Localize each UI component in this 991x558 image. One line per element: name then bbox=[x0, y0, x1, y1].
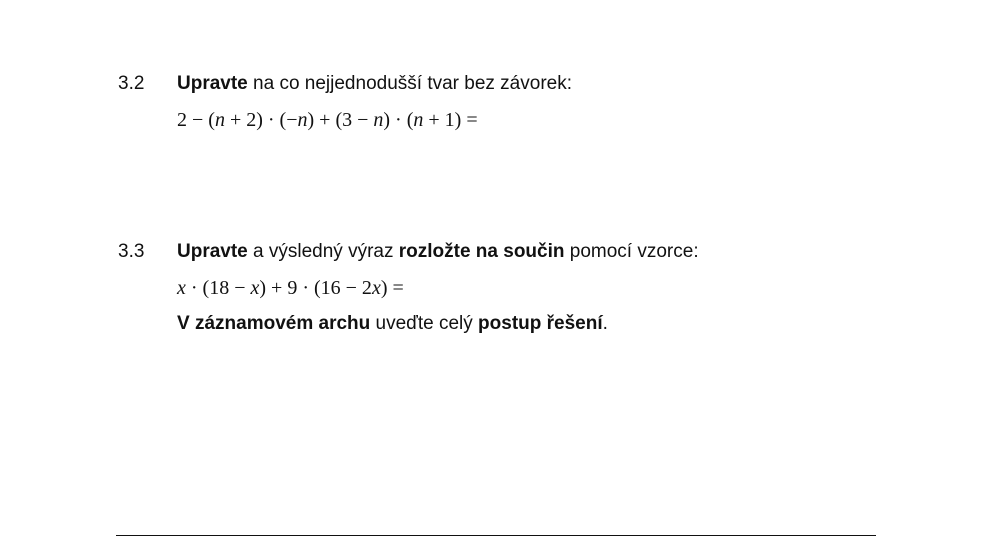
problem-number: 3.3 bbox=[118, 241, 145, 262]
expr-variable: n bbox=[373, 109, 384, 131]
instruction-text: na co nejjednodušší tvar bez závorek: bbox=[247, 73, 572, 94]
expr-variable: x bbox=[177, 277, 186, 299]
note-text: uveďte celý bbox=[370, 313, 479, 334]
instruction-bold: Upravte bbox=[177, 73, 248, 94]
expr-part: · (18 − bbox=[185, 277, 251, 299]
expr-part: ) + (3 − bbox=[307, 109, 374, 131]
note-bold: V záznamovém archu bbox=[177, 313, 371, 334]
math-expression bbox=[177, 108, 478, 132]
instruction-bold: Upravte bbox=[177, 241, 248, 262]
bottom-divider bbox=[116, 535, 876, 536]
expr-variable: n bbox=[413, 109, 424, 131]
math-expression bbox=[177, 276, 404, 300]
instruction-bold: rozložte na součin bbox=[398, 241, 565, 262]
problem-note bbox=[177, 312, 608, 336]
expr-variable: x bbox=[371, 277, 381, 299]
problem-instruction bbox=[177, 240, 699, 264]
problem-number: 3.2 bbox=[118, 73, 145, 94]
note-text: . bbox=[602, 313, 608, 334]
expr-part: ) + 9 · (16 − 2 bbox=[259, 277, 372, 299]
expr-part: 2 − ( bbox=[177, 109, 215, 131]
expr-part: ) · ( bbox=[383, 109, 414, 131]
expr-variable: n bbox=[297, 109, 308, 131]
problem-instruction bbox=[177, 72, 572, 96]
instruction-text: a výsledný výraz bbox=[247, 241, 399, 262]
expr-part: + 2) · (− bbox=[224, 109, 298, 131]
expr-variable: x bbox=[250, 277, 260, 299]
expr-part: ) = bbox=[380, 277, 404, 299]
note-bold: postup řešení bbox=[478, 313, 603, 334]
expr-variable: n bbox=[214, 109, 225, 131]
instruction-text: pomocí vzorce: bbox=[564, 241, 699, 262]
expr-part: + 1) = bbox=[423, 109, 478, 131]
